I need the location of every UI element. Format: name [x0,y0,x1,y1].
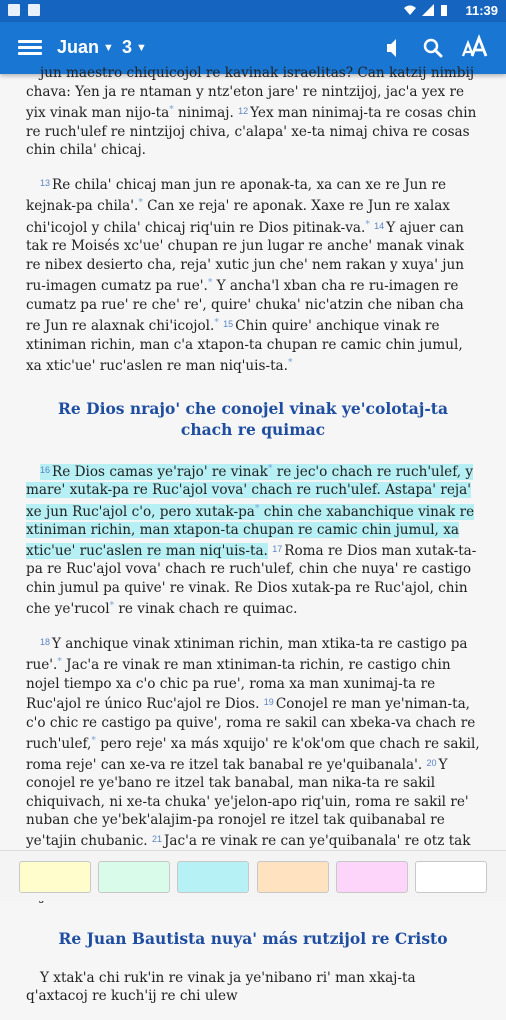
paragraph: jun maestro chiquicojol re kavinak israelitas? Can katzij nimbij chava: Yen ja re ntaman y ntz'eton jare' re nintzijoj, jac'a yex re yix vinak man nijo-ta* ninimaj. $^{12}$ Yex man ninimaj-ta re cosas chin re ruch'ulef re nintzijoj chiva, c'alapa' xe-ta nimaj chiva re cosas chin chila' chicaj. [26,65,477,158]
menu-icon[interactable] [18,37,42,59]
image-icon [28,4,40,16]
verse-number[interactable]: 18 [40,636,51,647]
footnote-marker[interactable]: * [57,657,62,667]
footnote-marker[interactable]: * [214,318,219,328]
chevron-down-icon: ▼ [136,42,147,54]
section-heading: Re Juan Bautista nuya' más rutzijol re Cristo [58,928,448,948]
paragraph: Y xtak'a chi ruk'in re vinak ja ye'nibano ri' man xkaj-ta q'axtacoj re kuch'ij re chi ulew [26,969,416,1004]
notification-icon [8,4,20,16]
footnote-marker[interactable]: * [254,503,260,514]
search-icon[interactable] [421,34,445,62]
wifi-icon [404,4,416,16]
footnote-marker[interactable]: * [91,736,96,746]
footnote-marker[interactable]: * [169,105,174,115]
chapter-number: 3 [122,37,133,57]
highlight-palette [0,850,506,901]
verse-number[interactable]: 15 [223,319,234,329]
audio-icon[interactable] [381,34,403,62]
footnote-marker[interactable]: * [138,198,143,208]
footnote-marker[interactable]: * [109,601,115,611]
section-heading: Re Dios nrajo' che conojel vinak ye'colotaj-ta chach re quimac [57,398,448,439]
highlighted-verse[interactable]: $^{16}$ Re Dios camas ye'rajo' re vinak* re jec'o chach re ruch'ulef, y mare' xutak-pa re Ruc'ajol vova' chach re ruch'ulef. Astapa' reja' xe jun Ruc'ajol c'o, pero xutak-pa* chin che xabanchique vinak re xtiniman richin, man xtapon-ta chupan re camic chin jumul, xa xtic'ue' ruc'aslen re man niq'uis-ta. [26,463,475,559]
verse-number[interactable]: 19 [263,697,274,707]
verse-number[interactable]: 17 [272,543,283,554]
chapter-content[interactable] [0,65,506,1004]
footnote-marker[interactable]: * [287,358,293,368]
footnote-marker[interactable]: * [365,219,370,230]
paragraph: $^{16}$ Re Dios camas ye'rajo' re vinak* re jec'o chach re ruch'ulef, y mare' xutak-pa re Ruc'ajol vova' chach re ruch'ulef. Astapa' reja' xe jun Ruc'ajol c'o, pero xutak-pa* chin che xabanchique vinak re xtiniman richin, man xtapon-ta chupan re camic chin jumul, xa xtic'ue' ruc'aslen re man niq'uis-ta. $^{17}$ Roma re Dios man xutak-ta-pa re Ruc'ajol vova' chach re ruch'ulef, chin che nuya' re castigo chin jumul pa quive' re vinak. Re Dios xutak-pa re Ruc'ajol, chin che ye'rucol* re vinak chach re quimac. [26,463,477,617]
verse-number[interactable]: 16 [40,464,51,475]
verse-number[interactable]: 21 [151,833,162,844]
highlight-green-swatch[interactable] [98,861,170,893]
chapter-selector[interactable] [122,37,147,58]
paragraph: $^{13}$ Re chila' chicaj man jun re aponak-ta, xa can xe re Jun re kejnak-pa chila'.* Can xe reja' re aponak. Xaxe re Jun re xalax chi'icojol y chila' chicaj riq'uin re Dios pitinak-va.* $^{14}$ Y ajuer can tak re Moisés xc'ue' chupan re jun lugar re anche' manak vinak re nibex desierto cha, reja' xutic jun che' nem rakan y xuya' jun ru-imagen cumatz pa rue'.* Y ancha'l xban cha re ru-imagen re cumatz pa rue' re che' re', quire' chuka' nic'atzin che niban cha re Jun re alaxnak chi'icojol.* $^{15}$ Chin quire' anchique vinak re xtiniman richin, man c'a xtapon-ta chupan re camic chin jumul, xa xtic'ue' ruc'aslen re man niq'uis-ta.* [26,176,465,374]
highlight-cyan-swatch[interactable] [177,861,249,893]
highlight-pink-swatch[interactable] [336,861,408,893]
book-selector[interactable] [57,37,114,58]
status-bar [0,0,506,22]
verse-number[interactable]: 12 [238,106,249,116]
status-system-icons [404,4,448,16]
signal-icon [422,4,434,16]
text-size-icon[interactable] [462,34,488,62]
chevron-down-icon: ▼ [103,42,114,54]
highlight-yellow-swatch[interactable] [19,861,91,893]
status-time: 11:39 [465,3,498,18]
highlight-orange-swatch[interactable] [257,861,329,893]
battery-icon [440,4,448,16]
footnote-marker[interactable]: * [267,463,273,474]
verse-number[interactable]: 20 [426,757,437,768]
footnote-marker[interactable]: * [207,278,213,288]
status-notification-icons [8,4,40,16]
highlight-clear-swatch[interactable] [415,861,487,893]
paragraph: $^{18}$ Y anchique vinak xtiniman richin, man xtika-ta re castigo pa rue'.* Jac'a re vinak re man xtiniman-ta richin, re castigo chin nojel tiempo xa c'o chic pa rue', roma xa man xunimaj-ta re Ruc'ajol re único Ruc'ajol re Dios. $^{19}$ Conojel re man ye'niman-ta, c'o chic re castigo pa quive', roma re sakil can xbeka-va chach re ruch'ulef,* pero reje' xa más xquijo' re k'ok'om que chach re sakil, roma reje' can xe-va re itzel tak banabal re ye'quibanala'. $^{20}$ Y conojel re ye'bano re itzel tak banabal, man nika-ta re sakil chiquivach, ni xe-ta chuka' ye'jelon-apo riq'uin, roma re sakil re' nuban che ye'bek'alajim-pa ronojel re itzel tak quibanabal re ye'tajin chubanic. $^{21}$ Jac'a re vinak re can ye'quibanala' re otz tak [26,635,480,849]
verse-number[interactable]: 14 [374,220,385,231]
book-name: Juan [57,37,100,57]
verse-number[interactable]: 13 [40,177,51,188]
